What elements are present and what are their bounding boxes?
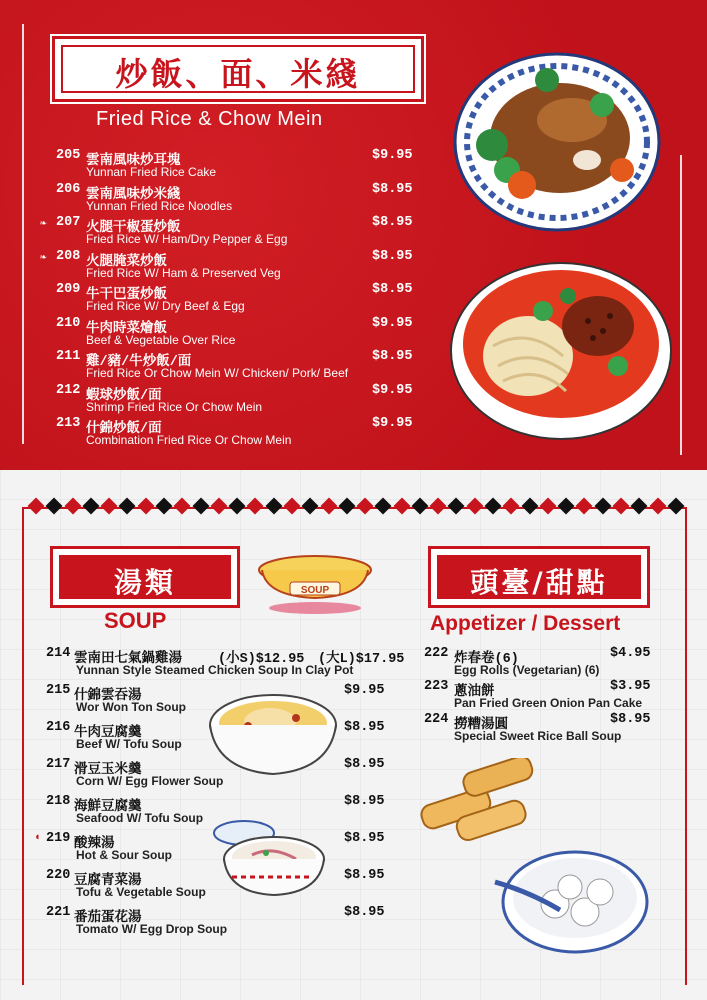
- chili-icon: ◖: [34, 832, 41, 844]
- item-name-cn: 番茄蛋花湯: [74, 911, 142, 926]
- item-price: $8.95: [344, 905, 385, 920]
- fried-rice-item-211: [56, 349, 416, 380]
- diamond-ornament: [576, 498, 593, 515]
- item-name-cn: 雲南風味炒耳塊: [86, 154, 181, 169]
- fried-rice-item-208: [40, 248, 416, 280]
- item-name-en: Fried Rice Or Chow Mein W/ Chicken/ Pork/ Beef: [86, 366, 349, 380]
- diamond-ornament: [521, 498, 538, 515]
- diamond-ornament: [411, 498, 428, 515]
- appetizer-item-222: [424, 646, 664, 677]
- diamond-ornament: [393, 498, 410, 515]
- fried-rice-item-210: [56, 316, 416, 347]
- item-price: $9.95: [372, 148, 413, 163]
- diamond-ornament: [503, 498, 520, 515]
- item-price: $8.95: [372, 349, 413, 364]
- item-number: 216: [46, 720, 71, 735]
- diamond-ornament: [101, 498, 118, 515]
- item-price: $8.95: [344, 831, 385, 846]
- diamond-ornament: [320, 498, 337, 515]
- appetizer-item-224: [424, 712, 664, 743]
- item-number: 212: [56, 382, 81, 398]
- item-name-en: Corn W/ Egg Flower Soup: [76, 774, 224, 788]
- item-name-en: Special Sweet Rice Ball Soup: [454, 729, 622, 743]
- item-price: $8.95: [610, 712, 651, 727]
- item-name-cn: 蔥油餅: [454, 685, 495, 700]
- appetizer-title-en: Appetizer / Dessert: [430, 612, 621, 635]
- item-name-cn: 滑豆玉米羹: [74, 763, 142, 778]
- frame-line: [22, 24, 24, 444]
- diamond-ornament: [247, 498, 264, 515]
- item-number: 207: [56, 215, 81, 230]
- fried-rice-item-206: [56, 182, 416, 213]
- item-number: 219: [46, 831, 71, 846]
- item-name-en: Fried Rice W/ Ham & Preserved Veg: [86, 265, 281, 280]
- hot-sour-soup-bowl-image: [204, 815, 328, 899]
- item-name-en: Tomato W/ Egg Drop Soup: [76, 922, 228, 936]
- diamond-ornament: [485, 498, 502, 515]
- diamond-ornament: [229, 498, 246, 515]
- item-name-cn: 雲南田七氣鍋雞湯: [74, 652, 182, 667]
- item-name-cn: 酸辣湯: [74, 837, 115, 852]
- diamond-ornament: [558, 498, 575, 515]
- item-name-cn: 雞/豬/牛炒飯/面: [86, 355, 192, 370]
- item-name-en: Tofu & Vegetable Soup: [76, 885, 206, 899]
- diamond-ornament: [448, 498, 465, 515]
- item-price: $8.95: [344, 794, 385, 809]
- item-name-cn: 火腿腌菜炒飯: [86, 254, 167, 270]
- item-name-en: Beef W/ Tofu Soup: [76, 737, 182, 751]
- item-price: $9.95: [372, 382, 413, 398]
- item-name-cn: 豆腐青菜湯: [74, 874, 142, 889]
- frame-line: [22, 507, 24, 985]
- item-name-en: Yunnan Fried Rice Cake: [86, 165, 217, 179]
- diamond-ornament: [174, 498, 191, 515]
- diamond-ornament: [64, 498, 81, 515]
- item-name-en: Fried Rice W/ Ham/Dry Pepper & Egg: [86, 232, 288, 246]
- item-number: 220: [46, 868, 71, 883]
- item-number: 206: [56, 181, 81, 197]
- item-price-small: (小S)$12.95: [218, 652, 305, 667]
- fried-rice-item-209: [56, 282, 416, 313]
- diamond-ornament: [302, 498, 319, 515]
- item-number: 205: [56, 148, 81, 163]
- item-price-large: (大L)$17.95: [318, 652, 405, 667]
- item-name-en: Pan Fried Green Onion Pan Cake: [454, 696, 643, 710]
- diamond-border: [30, 496, 682, 516]
- item-price: $8.95: [372, 215, 413, 230]
- item-number: 210: [56, 315, 81, 331]
- item-number: 221: [46, 905, 71, 920]
- diamond-ornament: [649, 498, 666, 515]
- rice-ball-soup-image: [490, 842, 650, 962]
- item-number: 218: [46, 794, 71, 809]
- diamond-ornament: [375, 498, 392, 515]
- item-price: $8.95: [344, 757, 385, 772]
- item-price: $3.95: [610, 679, 651, 694]
- item-name-cn: 牛肉時菜燴飯: [86, 321, 167, 337]
- soup-tureen-image: [256, 552, 374, 616]
- item-name-cn: 什錦雲吞湯: [74, 689, 142, 704]
- fried-rice-title-cn: 炒飯、面、米綫: [115, 55, 361, 93]
- fried-rice-title-en: Fried Rice & Chow Mein: [96, 108, 323, 130]
- item-name-cn: 蝦球炒飯/面: [86, 388, 162, 404]
- soup-title-cn: 湯類: [113, 566, 176, 599]
- item-number: 224: [424, 712, 449, 727]
- item-price: $9.95: [344, 683, 385, 698]
- item-number: 209: [56, 282, 81, 297]
- item-name-cn: 撈糟湯圓: [454, 718, 508, 733]
- item-name-cn: 海鮮豆腐羹: [74, 800, 142, 815]
- appetizer-item-223: [424, 679, 664, 710]
- diamond-ornament: [631, 498, 648, 515]
- soup-item-221: [46, 905, 386, 936]
- item-number: 217: [46, 757, 71, 772]
- diamond-ornament: [119, 498, 136, 515]
- diamond-ornament: [613, 498, 630, 515]
- item-price: $8.95: [344, 868, 385, 883]
- item-price: $8.95: [344, 720, 385, 735]
- item-name-en: Yunnan Fried Rice Noodles: [86, 198, 233, 213]
- item-price: $8.95: [372, 181, 413, 197]
- fried-noodle-plate-image: [452, 50, 662, 235]
- diamond-ornament: [430, 498, 447, 515]
- soup-bowl-label: SOUP: [300, 585, 330, 596]
- chili-icon: ❧: [40, 218, 47, 230]
- fried-rice-item-205: [56, 148, 416, 179]
- chili-icon: ❧: [40, 251, 47, 264]
- diamond-ornament: [46, 498, 63, 515]
- item-price: $9.95: [372, 315, 413, 331]
- soup-title-en: SOUP: [104, 608, 167, 633]
- item-name-en: Yunnan Style Steamed Chicken Soup In Clay Pot: [76, 663, 354, 677]
- frame-line: [680, 155, 682, 455]
- item-number: 222: [424, 646, 449, 661]
- item-name-en: Seafood W/ Tofu Soup: [76, 811, 204, 825]
- diamond-ornament: [28, 498, 45, 515]
- item-name-cn: 牛肉豆腐羹: [74, 726, 142, 741]
- rice-noodle-soup-image: [448, 256, 674, 442]
- diamond-ornament: [155, 498, 172, 515]
- diamond-ornament: [192, 498, 209, 515]
- chicken-soup-bowl-image: [208, 690, 338, 780]
- fried-rice-item-207: [40, 215, 416, 246]
- diamond-ornament: [137, 498, 154, 515]
- item-price: $4.95: [610, 646, 651, 661]
- soup-title-box: [50, 546, 240, 608]
- diamond-ornament: [338, 498, 355, 515]
- diamond-ornament: [539, 498, 556, 515]
- item-name-cn: 什錦炒飯/面: [86, 422, 162, 437]
- soup-item-214: [46, 646, 426, 677]
- diamond-ornament: [667, 498, 684, 515]
- item-price: $8.95: [372, 282, 413, 297]
- diamond-ornament: [283, 498, 300, 515]
- item-number: 223: [424, 679, 449, 694]
- fried-rice-title-box: [52, 36, 424, 102]
- diamond-ornament: [210, 498, 227, 515]
- item-name-cn: 火腿干椒蛋炒飯: [86, 221, 181, 236]
- item-name-cn: 牛干巴蛋炒飯: [86, 288, 167, 303]
- diamond-ornament: [357, 498, 374, 515]
- item-name-en: Shrimp Fried Rice Or Chow Mein: [86, 399, 263, 414]
- item-price: $9.95: [372, 416, 413, 431]
- diamond-ornament: [594, 498, 611, 515]
- appetizer-title-cn: 頭臺/甜點: [470, 566, 608, 599]
- item-name-en: Combination Fried Rice Or Chow Mein: [86, 433, 292, 447]
- diamond-ornament: [82, 498, 99, 515]
- item-name-cn: 炸春卷(6): [454, 652, 519, 667]
- frame-line: [685, 507, 687, 985]
- item-name-en: Wor Won Ton Soup: [76, 700, 186, 714]
- item-name-en: Beef & Vegetable Over Rice: [86, 332, 236, 347]
- item-price: $8.95: [372, 248, 413, 264]
- item-name-en: Fried Rice W/ Dry Beef & Egg: [86, 299, 245, 313]
- item-number: 214: [46, 646, 71, 661]
- appetizer-title-box: [428, 546, 650, 608]
- item-name-en: Hot & Sour Soup: [76, 848, 172, 862]
- diamond-ornament: [265, 498, 282, 515]
- item-name-en: Egg Rolls (Vegetarian) (6): [454, 663, 600, 677]
- item-number: 211: [56, 349, 81, 364]
- fried-rice-section: [0, 0, 707, 470]
- fried-rice-item-213: [56, 416, 416, 447]
- item-name-cn: 雲南風味炒米綫: [86, 187, 181, 203]
- item-number: 215: [46, 683, 71, 698]
- diamond-ornament: [466, 498, 483, 515]
- fried-rice-item-212: [56, 383, 416, 414]
- item-number: 208: [56, 248, 81, 264]
- item-number: 213: [56, 416, 81, 431]
